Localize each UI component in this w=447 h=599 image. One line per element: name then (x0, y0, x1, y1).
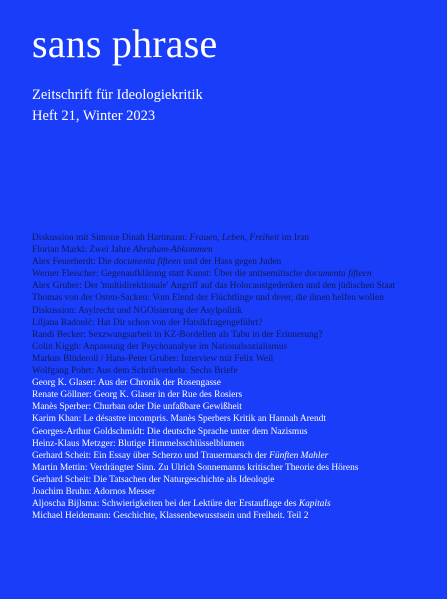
toc-entry (32, 438, 437, 450)
toc-entry-text: Florian Markl: Zwei Jahre (32, 245, 134, 256)
toc-entry-text: Diskussion: Asylrecht und NGOisierung der Asylpolitik (32, 305, 243, 316)
toc-entry-text: Fünften Mahler (269, 450, 329, 461)
toc-entry-text: Randi Becker: Sexzwangsarbeit in KZ-Bordellen als Tabu in der Erinnerung? (32, 329, 323, 340)
toc-entry-text: Gerhard Scheit: Ein Essay über Scherzo und Trauermarsch der (32, 450, 270, 461)
toc-entry (32, 486, 437, 498)
toc-entry (32, 329, 437, 341)
toc-entry-text: Heinz-Klaus Metzger: Blutige Himmelsschlüsselblumen (32, 438, 245, 449)
toc-entry-text: Aljoscha Bijlsma: Schwierigkeiten bei der Lektüre der Erstauflage des (32, 499, 299, 510)
toc-entry-text: Georg K. Glaser: Aus der Chronik der Rosengasse (32, 378, 221, 389)
toc-entry-text: Georges-Arthur Goldschmidt: Die deutsche Sprache unter dem Nazismus (32, 426, 308, 437)
toc-entry-text: Renate Göllner: Georg K. Glaser in der Rue des Rosiers (32, 390, 243, 401)
toc-entry (32, 498, 437, 510)
toc-entry-text: Gerhard Scheit: Die Tatsachen der Naturgeschichte als Ideologie (32, 474, 275, 485)
toc-entry (32, 377, 437, 389)
journal-subtitle: Zeitschrift für Ideologiekritik (32, 87, 203, 103)
toc-entry-text: im Iran (279, 233, 309, 243)
toc-entry (32, 450, 437, 462)
toc-entry (32, 426, 437, 438)
toc-entry-text: Martin Mettin: Verdrängter Sinn. Zu Ulrich Sonnemanns kritischer Theorie des Hörens (32, 462, 359, 473)
toc-entry (32, 305, 437, 317)
toc-entry-text: documenta fifteen (114, 257, 181, 268)
toc-entry (32, 353, 437, 365)
toc-entry-text: und der Hass gegen Juden (180, 257, 282, 268)
toc-entry (32, 389, 437, 401)
journal-title: sans phrase (32, 21, 218, 66)
toc-entry-text: Kapitals (298, 499, 331, 510)
toc-entry-text: Liljana Radonić: Hat Dir schon von der Hatsikfragengeführt? (32, 317, 263, 328)
toc-entry (32, 510, 437, 522)
toc-entry (32, 256, 437, 268)
toc-entry-text: Abraham-Abkommen (133, 245, 213, 256)
toc-entry-text: Markus Blüderoll / Hans-Peter Gruber: Interview mit Felix Weil (32, 353, 274, 364)
toc-entry-text: Karim Khan: Le désastre incompris. Manès Sperbers Kritik an Hannah Arendt (32, 414, 326, 425)
toc-entry (32, 292, 437, 304)
toc-entry (32, 341, 437, 353)
toc-entry (32, 474, 437, 486)
toc-entry-text: Diskussion mit Simone Dinah Hartmann: (32, 233, 190, 243)
toc-entry-text: Thomas von der Osten-Sacken: Vom Elend der Flüchtlinge und derer, die ihnen helfen wollen (32, 293, 384, 304)
toc-entry-text: Frauen, Leben, Freiheit (189, 233, 280, 243)
toc-entry-text: Joachim Bruhn: Adornos Messer (32, 486, 156, 497)
toc-entry (32, 244, 437, 256)
toc-entry-text: Alex Feuerherdt: Die (32, 257, 115, 268)
toc-entry-text: Colin Kiggh: Anpassung der Psychoanalyse im Nationalsozialismus (32, 341, 288, 352)
table-of-contents (32, 232, 437, 522)
toc-entry (32, 365, 437, 377)
toc-entry (32, 462, 437, 474)
toc-entry-text: Michael Heidemann: Geschichte, Klassenbewusstsein und Freiheit. Teil 2 (32, 511, 309, 522)
toc-entry (32, 232, 437, 244)
toc-entry (32, 317, 437, 329)
toc-entry (32, 280, 437, 292)
toc-entry (32, 401, 437, 413)
toc-entry (32, 413, 437, 425)
toc-entry-text: Wolfgang Pohrt: Aus dem Schriftverkehr. Sechs Briefe (32, 366, 238, 377)
issue-label: Heft 21, Winter 2023 (32, 108, 156, 124)
toc-entry-text: Alex Gruber: Der 'multidirektionale' Angriff auf das Holocaustgedenken und den jüdischen Staat (32, 281, 396, 292)
toc-entry-text: Werner Fleischer: Gegenaufklärung statt Kunst: Über die antisemitische (32, 269, 305, 280)
toc-entry (32, 268, 437, 280)
toc-entry-text: documenta fifteen (304, 269, 372, 280)
toc-entry-text: Manès Sperber: Churban oder Die unfaßbare Gewißheit (32, 402, 242, 413)
